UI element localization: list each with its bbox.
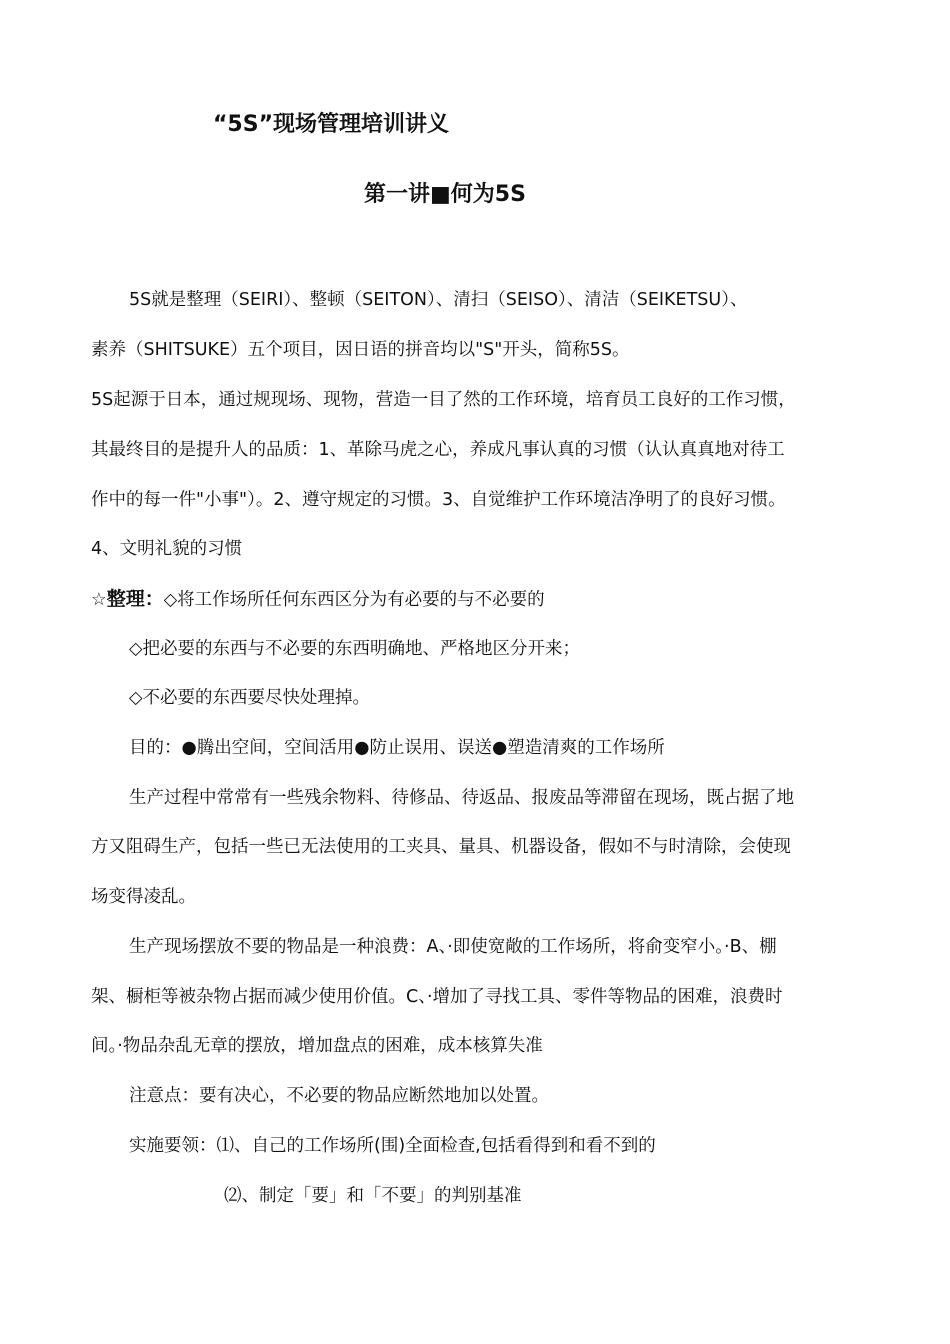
seiri-paragraph-2-line-1: 生产现场摆放不要的物品是一种浪费：A、·即使宽敞的工作场所，将俞变窄小。·B、棚	[129, 937, 777, 957]
seiri-steps-1: 实施要领：⑴、自己的工作场所(围)全面检查,包括看得到和看不到的	[129, 1136, 656, 1156]
intro-line-2: 素养（SHITSUKE）五个项目，因日语的拼音均以"S"开头，简称5S。	[91, 340, 630, 360]
seiri-definition-2: ◇把必要的东西与不必要的东西明确地、严格地区分开来；	[129, 639, 580, 659]
seiri-heading	[91, 586, 545, 613]
seiri-steps-2: ⑵、制定「要」和「不要」的判别基准	[224, 1186, 522, 1206]
seiri-term: 整理：	[106, 588, 164, 610]
seiri-paragraph-2-line-3: 间。·物品杂乱无章的摆放，增加盘点的困难，成本核算失准	[91, 1036, 543, 1056]
intro-line-3: 5S起源于日本，通过规现场、现物，营造一目了然的工作环境，培育员工良好的工作习惯，	[91, 390, 796, 410]
seiri-paragraph-2-line-2: 架、橱柜等被杂物占据而减少使用价值。C、·增加了寻找工具、零件等物品的困难，浪费时	[91, 987, 783, 1007]
seiri-purpose: 目的：●腾出空间，空间活用●防止误用、误送●塑造清爽的工作场所	[129, 738, 665, 758]
document-title: “5S”现场管理培训讲义	[212, 112, 450, 137]
intro-line-4: 其最终目的是提升人的品质：1、革除马虎之心，养成凡事认真的习惯（认认真真地对待工	[91, 440, 785, 460]
intro-line-5: 作中的每一件"小事"）。2、遵守规定的习惯。3、自觉维护工作环境洁净明了的良好习惯。	[91, 490, 786, 510]
seiri-paragraph-1-line-1: 生产过程中常常有一些残余物料、待修品、待返品、报废品等滞留在现场，既占据了地	[129, 788, 794, 808]
lecture-subtitle: 第一讲■何为5S	[364, 182, 526, 207]
seiri-paragraph-1-line-3: 场变得凌乱。	[91, 887, 196, 907]
seiri-definition-1: ◇将工作场所任何东西区分为有必要的与不必要的	[163, 590, 545, 610]
seiri-definition-3: ◇不必要的东西要尽快处理掉。	[129, 688, 370, 708]
intro-line-1: 5S就是整理（SEIRI）、整顿（SEITON）、清扫（SEISO）、清洁（SEIKETSU）、	[129, 290, 748, 310]
star-icon: ☆	[91, 590, 107, 610]
seiri-paragraph-1-line-2: 方又阻碍生产，包括一些已无法使用的工夹具、量具、机器设备，假如不与时清除，会使现	[91, 837, 791, 857]
intro-line-6: 4、文明礼貌的习惯	[91, 539, 243, 559]
seiri-note: 注意点：要有决心，不必要的物品应断然地加以处置。	[129, 1086, 549, 1106]
